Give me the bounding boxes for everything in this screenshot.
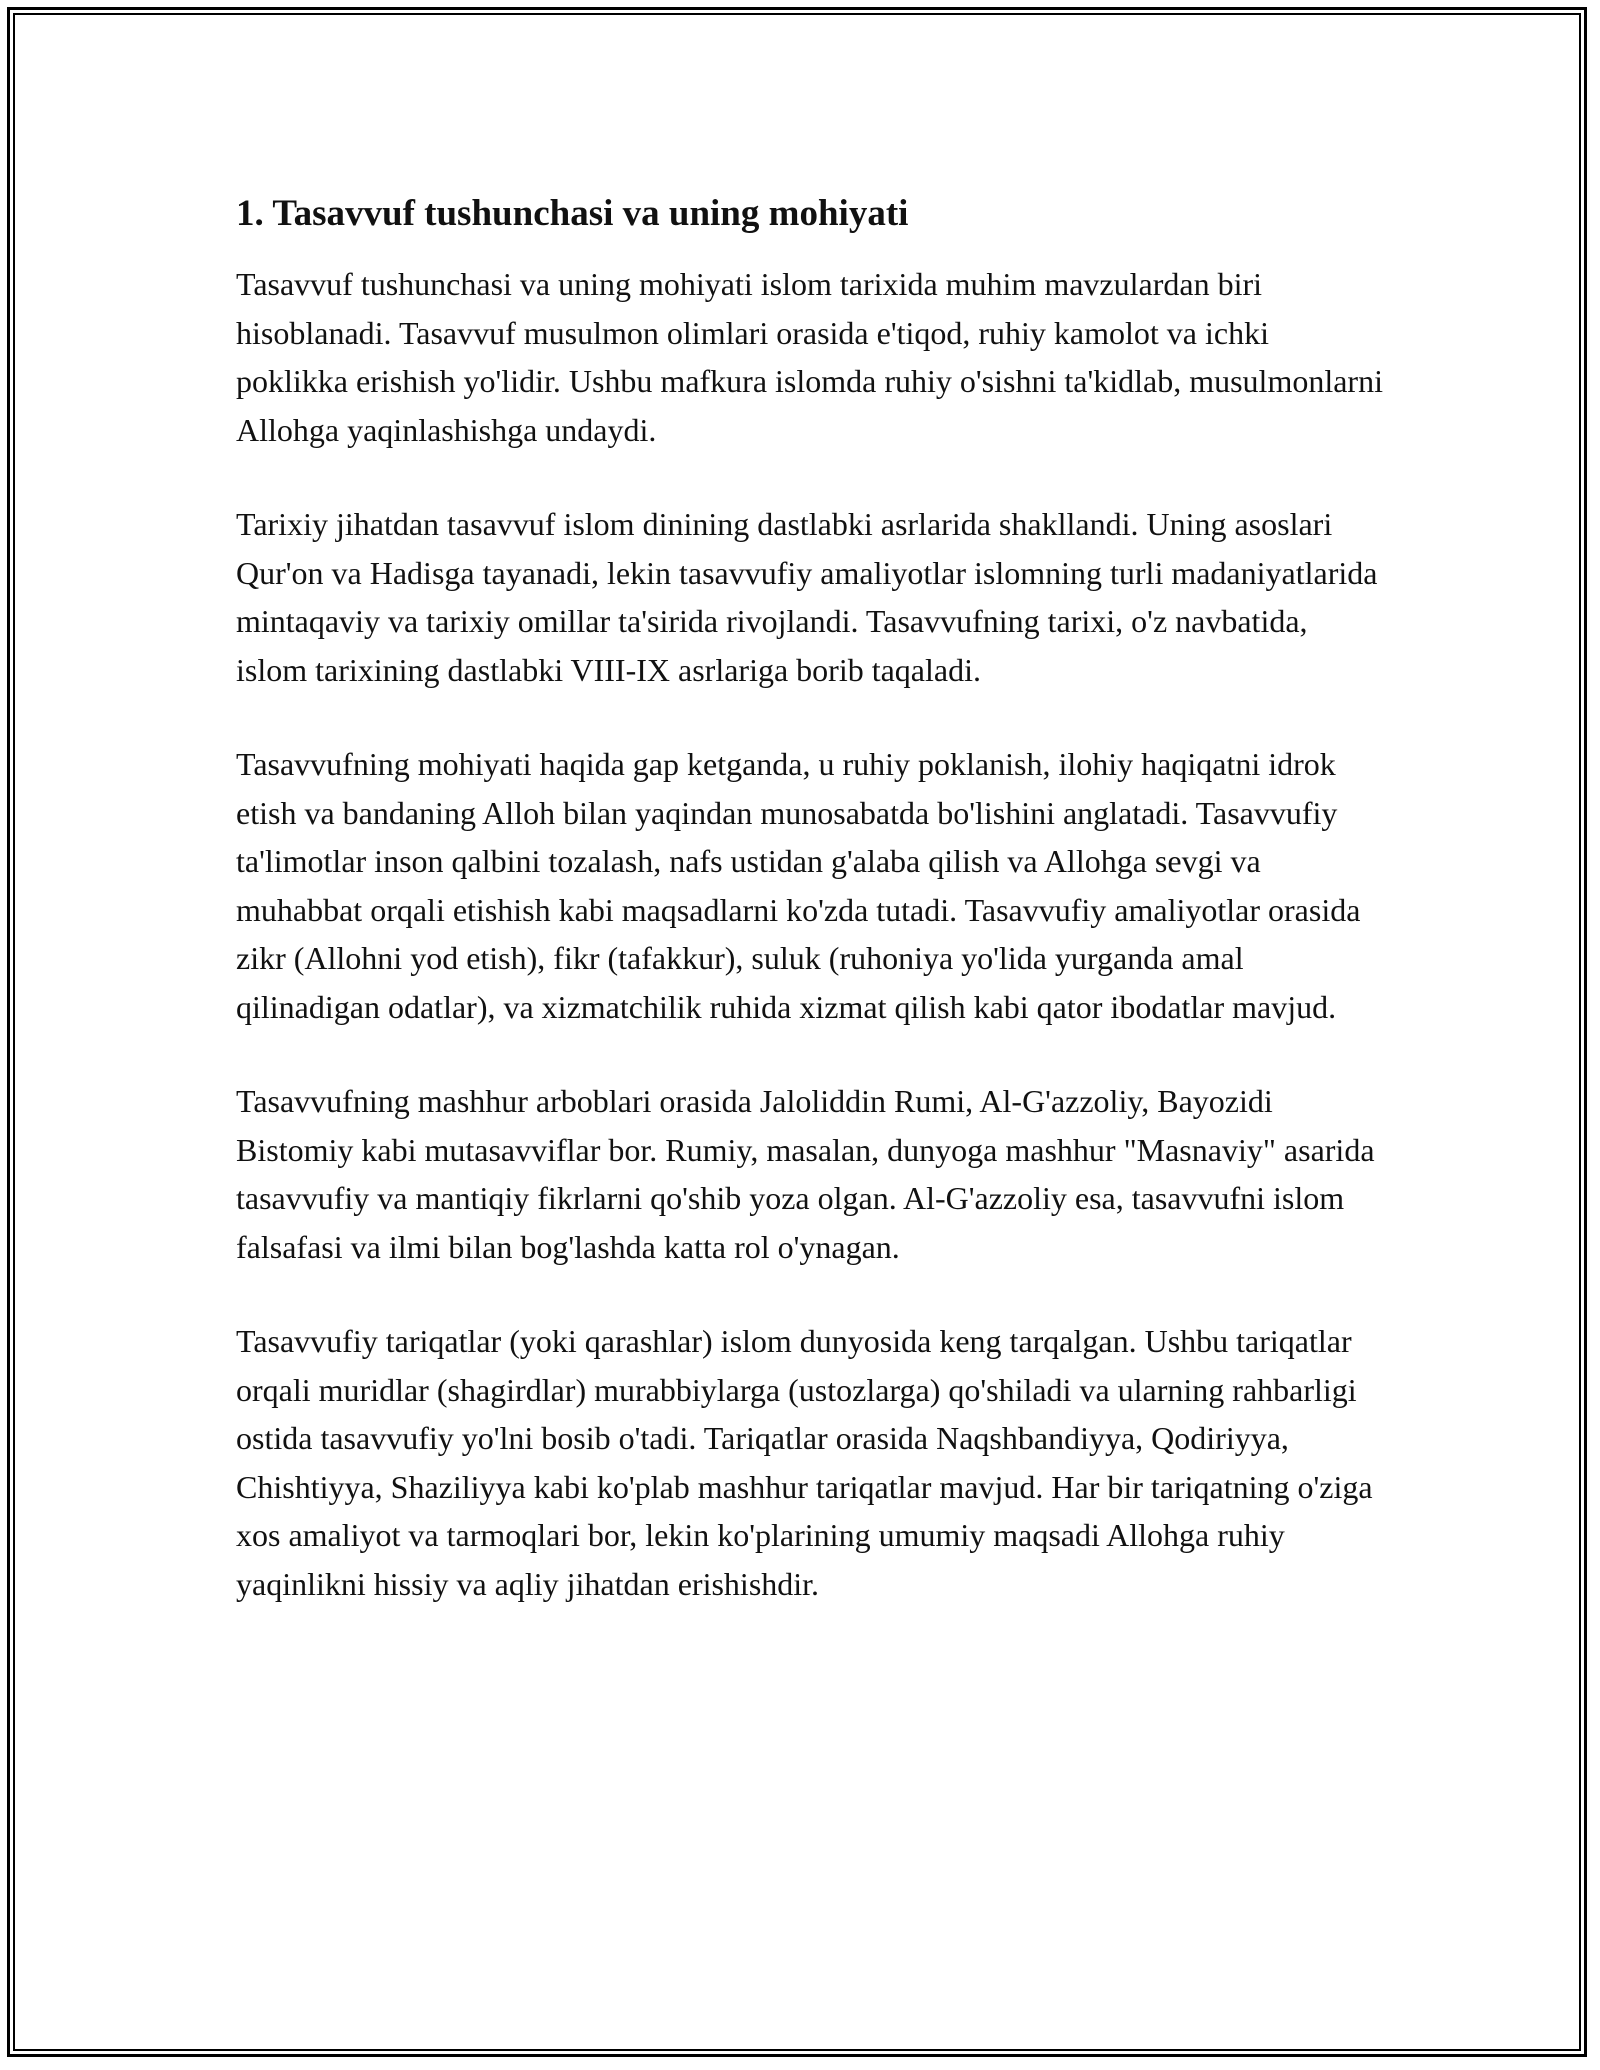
- document-body: [236, 190, 1386, 1608]
- paragraph-4: Tasavvufning mashhur arboblari orasida Jaloliddin Rumi, Al-G'azzoliy, Bayozidi Bistomiy kabi mutasavviflar bor. Rumiy, masalan, dunyoga mashhur "Masnaviy" asarida tasavvufiy va mantiqiy fikrlarni qo'shib yoza olgan. Al-G'azzoliy esa, tasavvufni islom falsafasi va ilmi bilan bog'lashda katta rol o'ynagan.: [236, 1083, 1375, 1265]
- paragraph-5: Tasavvufiy tariqatlar (yoki qarashlar) islom dunyosida keng tarqalgan. Ushbu tariqatlar orqali muridlar (shagirdlar) murabbiylarga (ustozlarga) qo'shiladi va ularning rahbarligi ostida tasavvufiy yo'lni bosib o'tadi. Tariqatlar orasida Naqshbandiyya, Qodiriyya, Chishtiyya, Shaziliyya kabi ko'plab mashhur tariqatlar mavjud. Har bir tariqatning o'ziga xos amaliyot va tarmoqlari bor, lekin ko'plarining umumiy maqsadi Allohga ruhiy yaqinlikni hissiy va aqliy jihatdan erishishdir.: [236, 1323, 1373, 1602]
- paragraph-1: Tasavvuf tushunchasi va uning mohiyati islom tarixida muhim mavzulardan biri hisoblanadi. Tasavvuf musulmon olimlari orasida e'tiqod, ruhiy kamolot va ichki poklikka erishish yo'lidir. Ushbu mafkura islomda ruhiy o'sishni ta'kidlab, musulmonlarni Allohga yaqinlashishga undaydi.: [236, 266, 1383, 448]
- paragraph-2: Tarixiy jihatdan tasavvuf islom dinining dastlabki asrlarida shakllandi. Uning asoslari Qur'on va Hadisga tayanadi, lekin tasavvufiy amaliyotlar islomning turli madaniyatlarida mintaqaviy va tarixiy omillar ta'sirida rivojlandi. Tasavvufning tarixi, o'z navbatida, islom tarixining dastlabki VIII-IX asrlariga borib taqaladi.: [236, 506, 1378, 688]
- paragraph-3: Tasavvufning mohiyati haqida gap ketganda, u ruhiy poklanish, ilohiy haqiqatni idrok etish va bandaning Alloh bilan yaqindan munosabatda bo'lishini anglatadi. Tasavvufiy ta'limotlar inson qalbini tozalash, nafs ustidan g'alaba qilish va Allohga sevgi va muhabbat orqali etishish kabi maqsadlarni ko'zda tutadi. Tasavvufiy amaliyotlar orasida zikr (Allohni yod etish), fikr (tafakkur), suluk (ruhoniya yo'lida yurganda amal qilinadigan odatlar), va xizmatchilik ruhida xizmat qilish kabi qator ibodatlar mavjud.: [236, 746, 1361, 1025]
- section-heading: 1. Tasavvuf tushunchasi va uning mohiyati: [236, 193, 909, 234]
